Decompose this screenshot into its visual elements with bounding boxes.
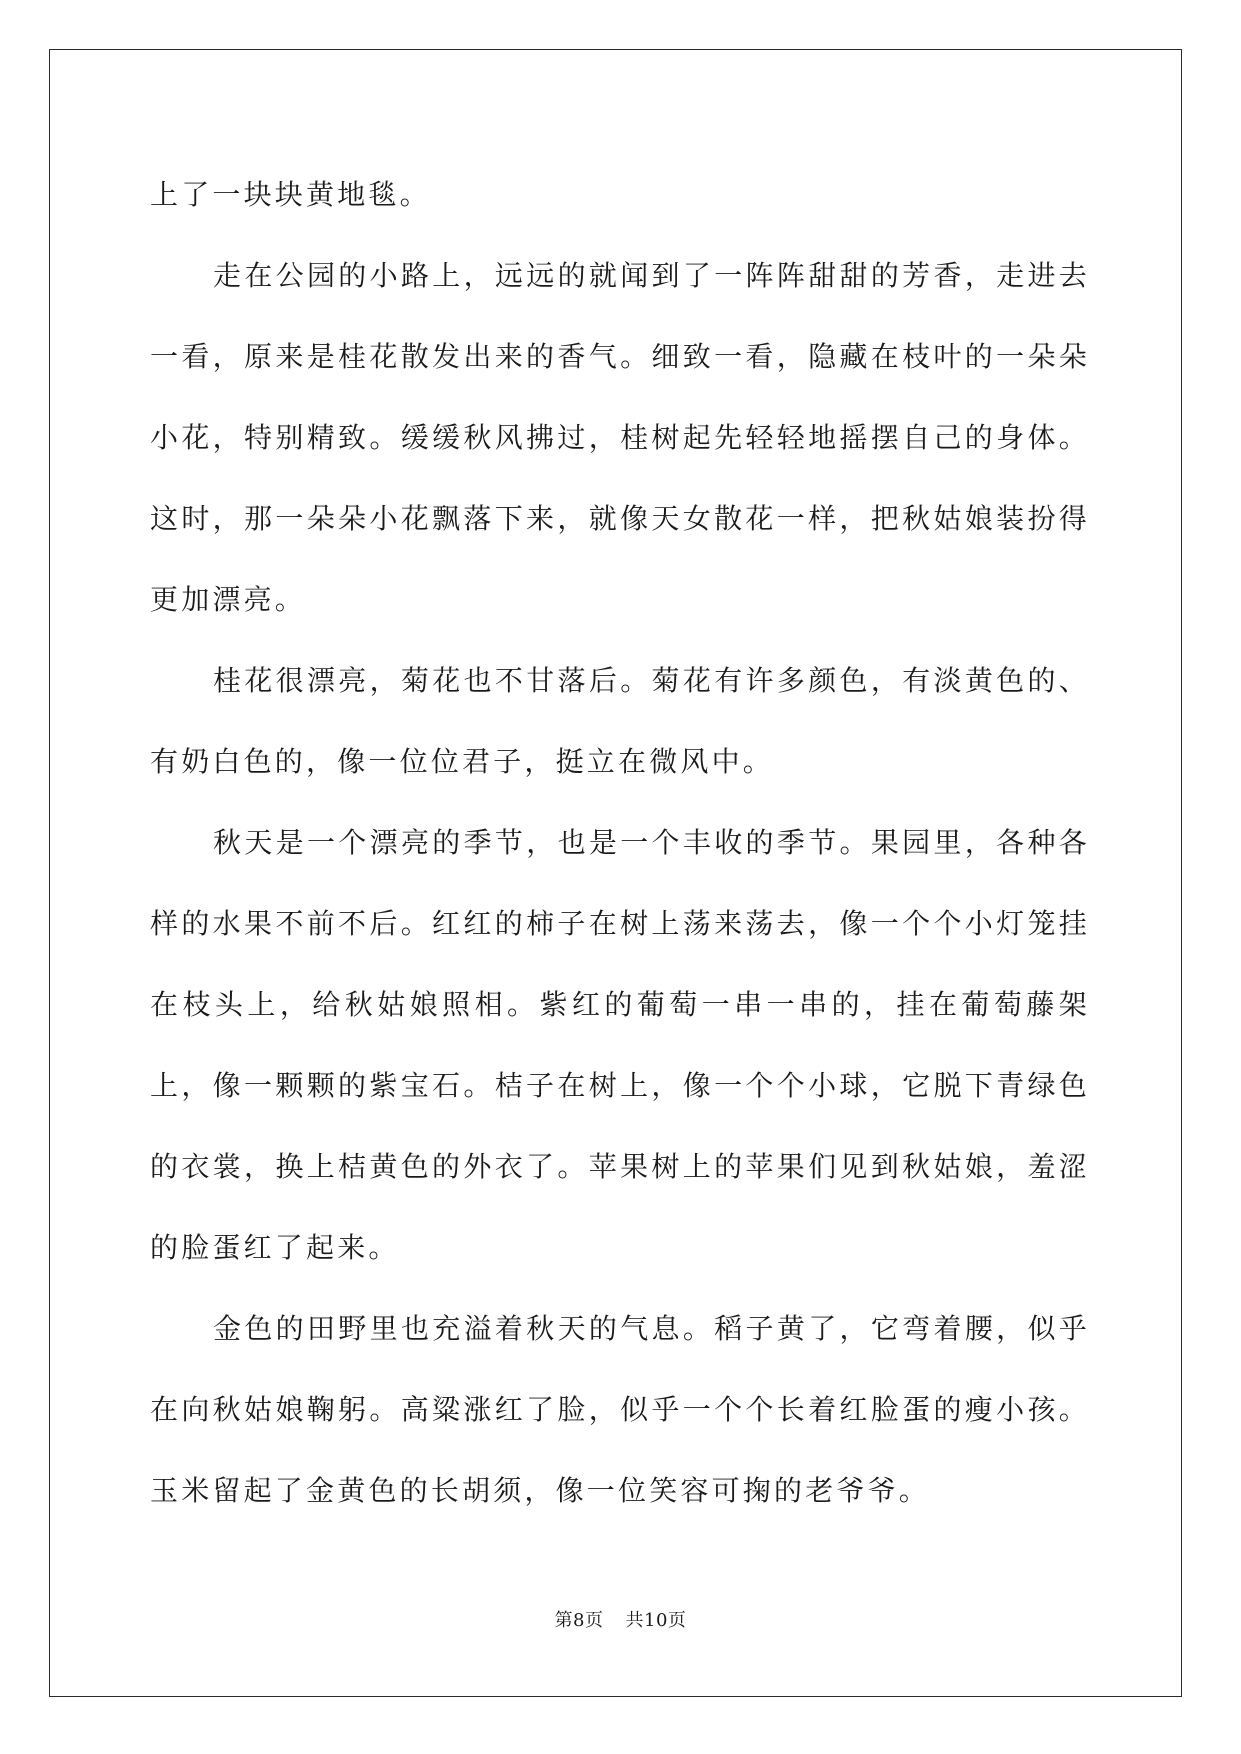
- paragraph-3: 桂花很漂亮，菊花也不甘落后。菊花有许多颜色，有淡黄色的、有奶白色的，像一位位君子，挺立在微风中。: [150, 664, 1090, 778]
- page-number-total: 共10页: [625, 1610, 687, 1631]
- paragraph-2: 走在公园的小路上，远远的就闻到了一阵阵甜甜的芳香，走进去一看，原来是桂花散发出来的香气。细致一看，隐藏在枝叶的一朵朵小花，特别精致。缓缓秋风拂过，桂树起先轻轻地摇摆自己的身体。这时，那一朵朵小花飘落下来，就像天女散花一样，把秋姑娘装扮得更加漂亮。: [150, 259, 1090, 616]
- page-footer: [0, 1606, 1241, 1632]
- paragraph-4: 秋天是一个漂亮的季节，也是一个丰收的季节。果园里，各种各样的水果不前不后。红红的柿子在树上荡来荡去，像一个个小灯笼挂在枝头上，给秋姑娘照相。紫红的葡萄一串一串的，挂在葡萄藤架上，像一颗颗的紫宝石。桔子在树上，像一个个小球，它脱下青绿色的衣裳，换上桔黄色的外衣了。苹果树上的苹果们见到秋姑娘，羞涩的脸蛋红了起来。: [150, 826, 1090, 1264]
- paragraph-5: 金色的田野里也充溢着秋天的气息。稻子黄了，它弯着腰，似乎在向秋姑娘鞠躬。高粱涨红了脸，似乎一个个长着红脸蛋的瘦小孩。玉米留起了金黄色的长胡须，像一位笑容可掬的老爷爷。: [150, 1312, 1090, 1507]
- page-number-current: 第8页: [554, 1610, 604, 1631]
- document-body: [150, 154, 1090, 1531]
- paragraph-1: 上了一块块黄地毯。: [150, 178, 431, 211]
